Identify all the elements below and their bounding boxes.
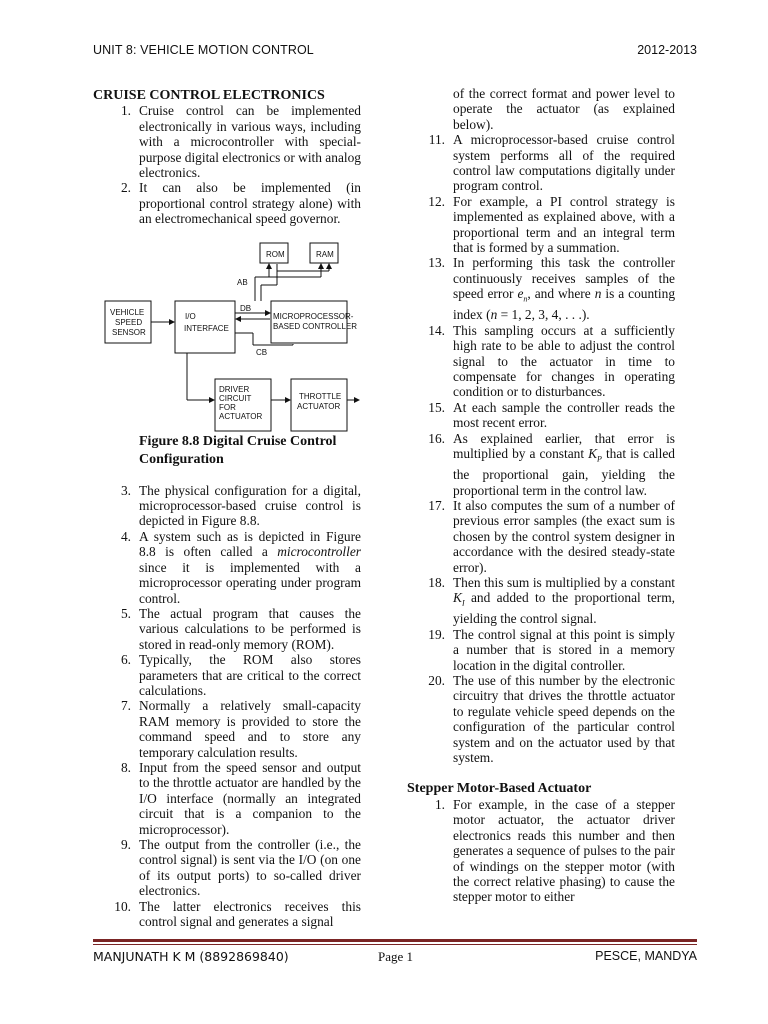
list-item (93, 103, 361, 180)
mp-label-2: BASED CONTROLLER (273, 321, 358, 331)
item-number: 17. (428, 497, 445, 513)
item-text: = 1, 2, 3, 4, . . .). (497, 307, 590, 323)
list-item (93, 529, 361, 606)
item-number: 13. (428, 255, 445, 271)
item-number: 14. (428, 322, 445, 338)
list-item (407, 323, 675, 400)
footer-rule-thin (93, 944, 697, 945)
list-item (407, 498, 675, 575)
list-item (93, 483, 361, 529)
item-number: 2. (120, 180, 131, 196)
symbol-n: n (594, 286, 602, 302)
item-text: The use of this number by the electronic circuitry that drives the throttle actuator to regulate vehicle speed depends on the configuration of the particular control system and on the actuator used by that system. (453, 673, 675, 766)
item-number: 19. (428, 626, 445, 642)
figure-caption: Figure 8.8 Digital Cruise Control Configuration (139, 433, 337, 467)
footer-institution: PESCE, MANDYA (595, 949, 697, 963)
footer-author: MANJUNATH K M (8892869840) (93, 949, 289, 964)
throttle-label-1: THROTTLE (299, 391, 342, 401)
item-text: A system such as is depicted in Figure 8.8 is often called a (139, 528, 361, 560)
item-italic-term: microcontroller (277, 544, 361, 560)
item-number: 9. (120, 837, 131, 852)
item-text: A microprocessor-based cruise control system performs all of the required control law computations digitally under program control. (453, 132, 675, 194)
item-number: 10. (114, 898, 131, 914)
list-item (93, 760, 361, 837)
item-text: The latter electronics receives this control signal and generates a signal (139, 898, 361, 930)
ram-label: RAM (316, 249, 334, 259)
subscript-n: n (523, 294, 528, 304)
list-item (407, 400, 675, 431)
footer-rule-thick (93, 939, 697, 942)
list-item (93, 698, 361, 760)
item-text: In performing this task the controller continuously receives samples of the speed error (453, 255, 675, 302)
item-text: This sampling occurs at a sufficiently high rate to be able to adjust the control signal to the actuator in time to compensate for changes in operating condition or to disturbances. (453, 322, 675, 400)
section-title: CRUISE CONTROL ELECTRONICS (93, 88, 325, 103)
mp-label-1: MICROPROCESSOR- (273, 311, 354, 321)
sensor-label-1: VEHICLE (110, 307, 145, 317)
item-text: Input from the speed sensor and output to the throttle actuator are handled by the I/O interface (normally an integrated circuit that is a companion to the microprocessor). (139, 759, 361, 837)
list-item (407, 132, 675, 194)
io-label-2: INTERFACE (184, 323, 229, 333)
cruise-control-diagram (93, 233, 361, 433)
right-column (407, 86, 675, 905)
item-number: 8. (120, 759, 131, 775)
item-text: It can also be implemented (in proportional control strategy alone) with an electromechanical speed governor. (139, 180, 361, 227)
header-unit-title: UNIT 8: VEHICLE MOTION CONTROL (93, 43, 314, 57)
item-number: 18. (428, 574, 445, 590)
item-text: Normally a relatively small-capacity RAM memory is provided to store the command speed and to store any temporary calculation results. (139, 698, 361, 760)
subscript-i: I (461, 599, 465, 609)
throttle-label-2: ACTUATOR (297, 401, 341, 411)
list-item (407, 575, 675, 627)
item-number: 12. (428, 193, 445, 209)
item-number: 6. (120, 652, 131, 668)
footer-page-number: Page 1 (378, 949, 414, 964)
cb-label: CB (256, 347, 268, 357)
item-text: is a counting index ( (453, 286, 676, 323)
continued-text: of the correct format and power level to operate the actuator (as explained below). (453, 86, 675, 132)
sensor-label-2: SPEED (115, 317, 143, 327)
item-text: At each sample the controller reads the most recent error. (453, 399, 675, 431)
item-number: 1. (434, 796, 445, 812)
item-number: 3. (120, 482, 131, 498)
list-item (93, 899, 361, 930)
io-label-1: I/O (185, 311, 196, 321)
sensor-label-3: SENSOR (112, 327, 146, 337)
item-text: Cruise control can be implemented electronically in various ways, including with a microcontroller with special-purpose digital electronics or with analog electronics. (139, 103, 361, 181)
list-top (93, 103, 361, 226)
rom-label: ROM (266, 249, 285, 259)
list-item (407, 255, 675, 322)
list-item (407, 194, 675, 256)
item-text: Then this sum is multiplied by a constant (453, 574, 675, 590)
list-item (407, 627, 675, 673)
item-text: The physical configuration for a digital, microprocessor-based cruise control is depicted in Figure 8.8. (139, 482, 361, 529)
list-item (93, 606, 361, 652)
symbol-e: e (517, 286, 524, 302)
list-item (407, 431, 675, 498)
item-text: As explained earlier, that error is multiplied by a constant (453, 430, 675, 462)
driver-label-3: FOR (219, 402, 236, 412)
item-number: 16. (428, 430, 445, 446)
item-text: and added to the proportional term, yielding the control signal. (453, 590, 675, 627)
symbol-k: K (588, 446, 598, 462)
block-diagram-svg (93, 233, 361, 433)
item-text: , and where (527, 286, 595, 302)
symbol-n: n (490, 307, 498, 323)
item-text: For example, in the case of a stepper motor actuator, the actuator driver electronics reads this number and then generates a sequence of pulses to the pair of windings on the stepper motor (with the correct relative phasing) to cause the stepper motor to either (453, 796, 675, 905)
list-item (93, 837, 361, 899)
list-item (93, 652, 361, 698)
list-bottom (93, 483, 361, 930)
item-text: The actual program that causes the various calculations to be performed is stored in read-only memory (ROM). (139, 605, 361, 652)
item-text: It also computes the sum of a number of previous error samples (the exact sum is chosen by the control system designer in accordance with the desired steady-state error). (453, 497, 675, 575)
item-number: 4. (120, 528, 131, 544)
list-right (407, 132, 675, 765)
subsection-title: Stepper Motor-Based Actuator (407, 781, 592, 797)
item-number: 5. (120, 605, 131, 621)
item-number: 7. (120, 698, 131, 714)
item-number: 15. (428, 399, 445, 415)
item-number: 20. (428, 673, 445, 689)
item-text: since it is implemented with a microprocessor operating under program control. (139, 559, 361, 606)
list-item (407, 797, 675, 905)
symbol-k: K (453, 590, 462, 606)
list-item (407, 673, 675, 765)
item-number: 1. (120, 103, 131, 119)
list-item (93, 180, 361, 226)
ab-label: AB (237, 277, 248, 287)
left-column (93, 86, 361, 929)
list-subsection (407, 797, 675, 905)
item-text: that is called the proportional gain, yielding the proportional term in the control law. (453, 446, 675, 498)
subscript-p: P (597, 454, 602, 464)
driver-label-1: DRIVER (219, 384, 250, 394)
header-year: 2012-2013 (637, 43, 697, 57)
driver-label-2: CIRCUIT (219, 393, 252, 403)
item-text: The control signal at this point is simply a number that is stored in a memory location in the digital controller. (453, 626, 675, 673)
item-text: For example, a PI control strategy is implemented as explained above, with a proportional term and an integral term that is formed by a summation. (453, 193, 675, 256)
driver-label-4: ACTUATOR (219, 411, 263, 421)
db-label: DB (240, 303, 252, 313)
item-text: The output from the controller (i.e., the control signal) is sent via the I/O (on one of its output ports) to so-called driver electronics. (139, 837, 361, 899)
item-text: Typically, the ROM also stores parameters that are critical to the correct calculations. (139, 652, 361, 698)
item-number: 11. (428, 132, 445, 148)
